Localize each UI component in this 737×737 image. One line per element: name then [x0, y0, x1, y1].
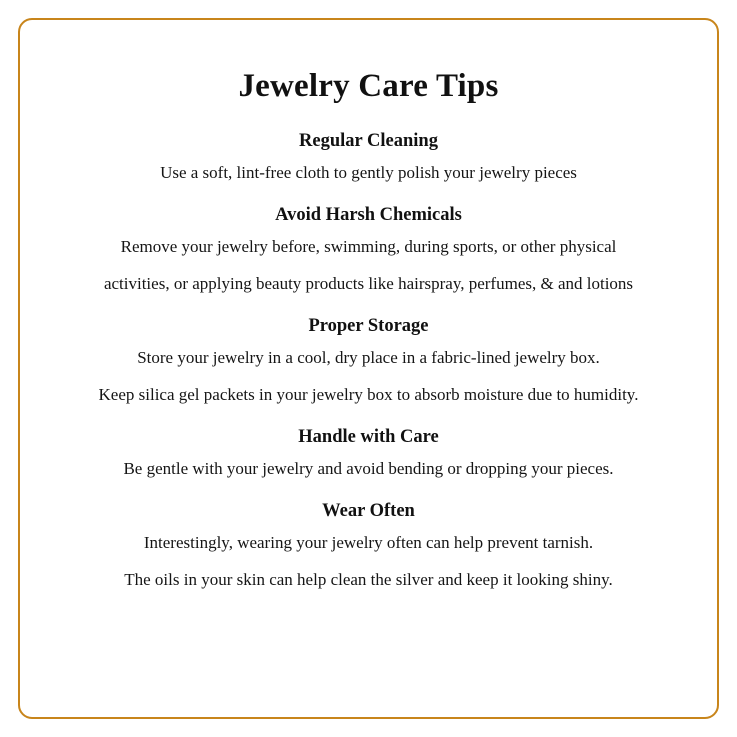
section-line: Store your jewelry in a cool, dry place in a fabric-lined jewelry box.	[137, 347, 600, 367]
section-line: Keep silica gel packets in your jewelry box to absorb moisture due to humidity.	[98, 384, 639, 404]
section-wear-often	[54, 501, 683, 592]
section-heading: Handle with Care	[298, 426, 439, 447]
section-heading: Avoid Harsh Chemicals	[275, 204, 462, 225]
section-line: Use a soft, lint-free cloth to gently polish your jewelry pieces	[160, 163, 577, 182]
page-title: Jewelry Care Tips	[238, 68, 499, 104]
section-handle-with-care	[54, 427, 683, 495]
section-line: Interestingly, wearing your jewelry often can help prevent tarnish.	[143, 532, 594, 552]
section-line: The oils in your skin can help clean the silver and keep it looking shiny.	[124, 569, 613, 589]
section-line: Remove your jewelry before, swimming, during sports, or other physical	[120, 236, 617, 256]
section-proper-storage	[54, 316, 683, 421]
tips-card	[18, 18, 719, 719]
section-regular-cleaning	[54, 131, 683, 199]
section-heading: Regular Cleaning	[299, 131, 438, 151]
section-line: activities, or applying beauty products like hairspray, perfumes, & and lotions	[103, 273, 634, 293]
section-line: Be gentle with your jewelry and avoid bending or dropping your pieces.	[123, 458, 614, 478]
section-heading: Wear Often	[322, 500, 415, 521]
section-avoid-harsh-chemicals	[54, 205, 683, 310]
section-heading: Proper Storage	[308, 315, 429, 336]
